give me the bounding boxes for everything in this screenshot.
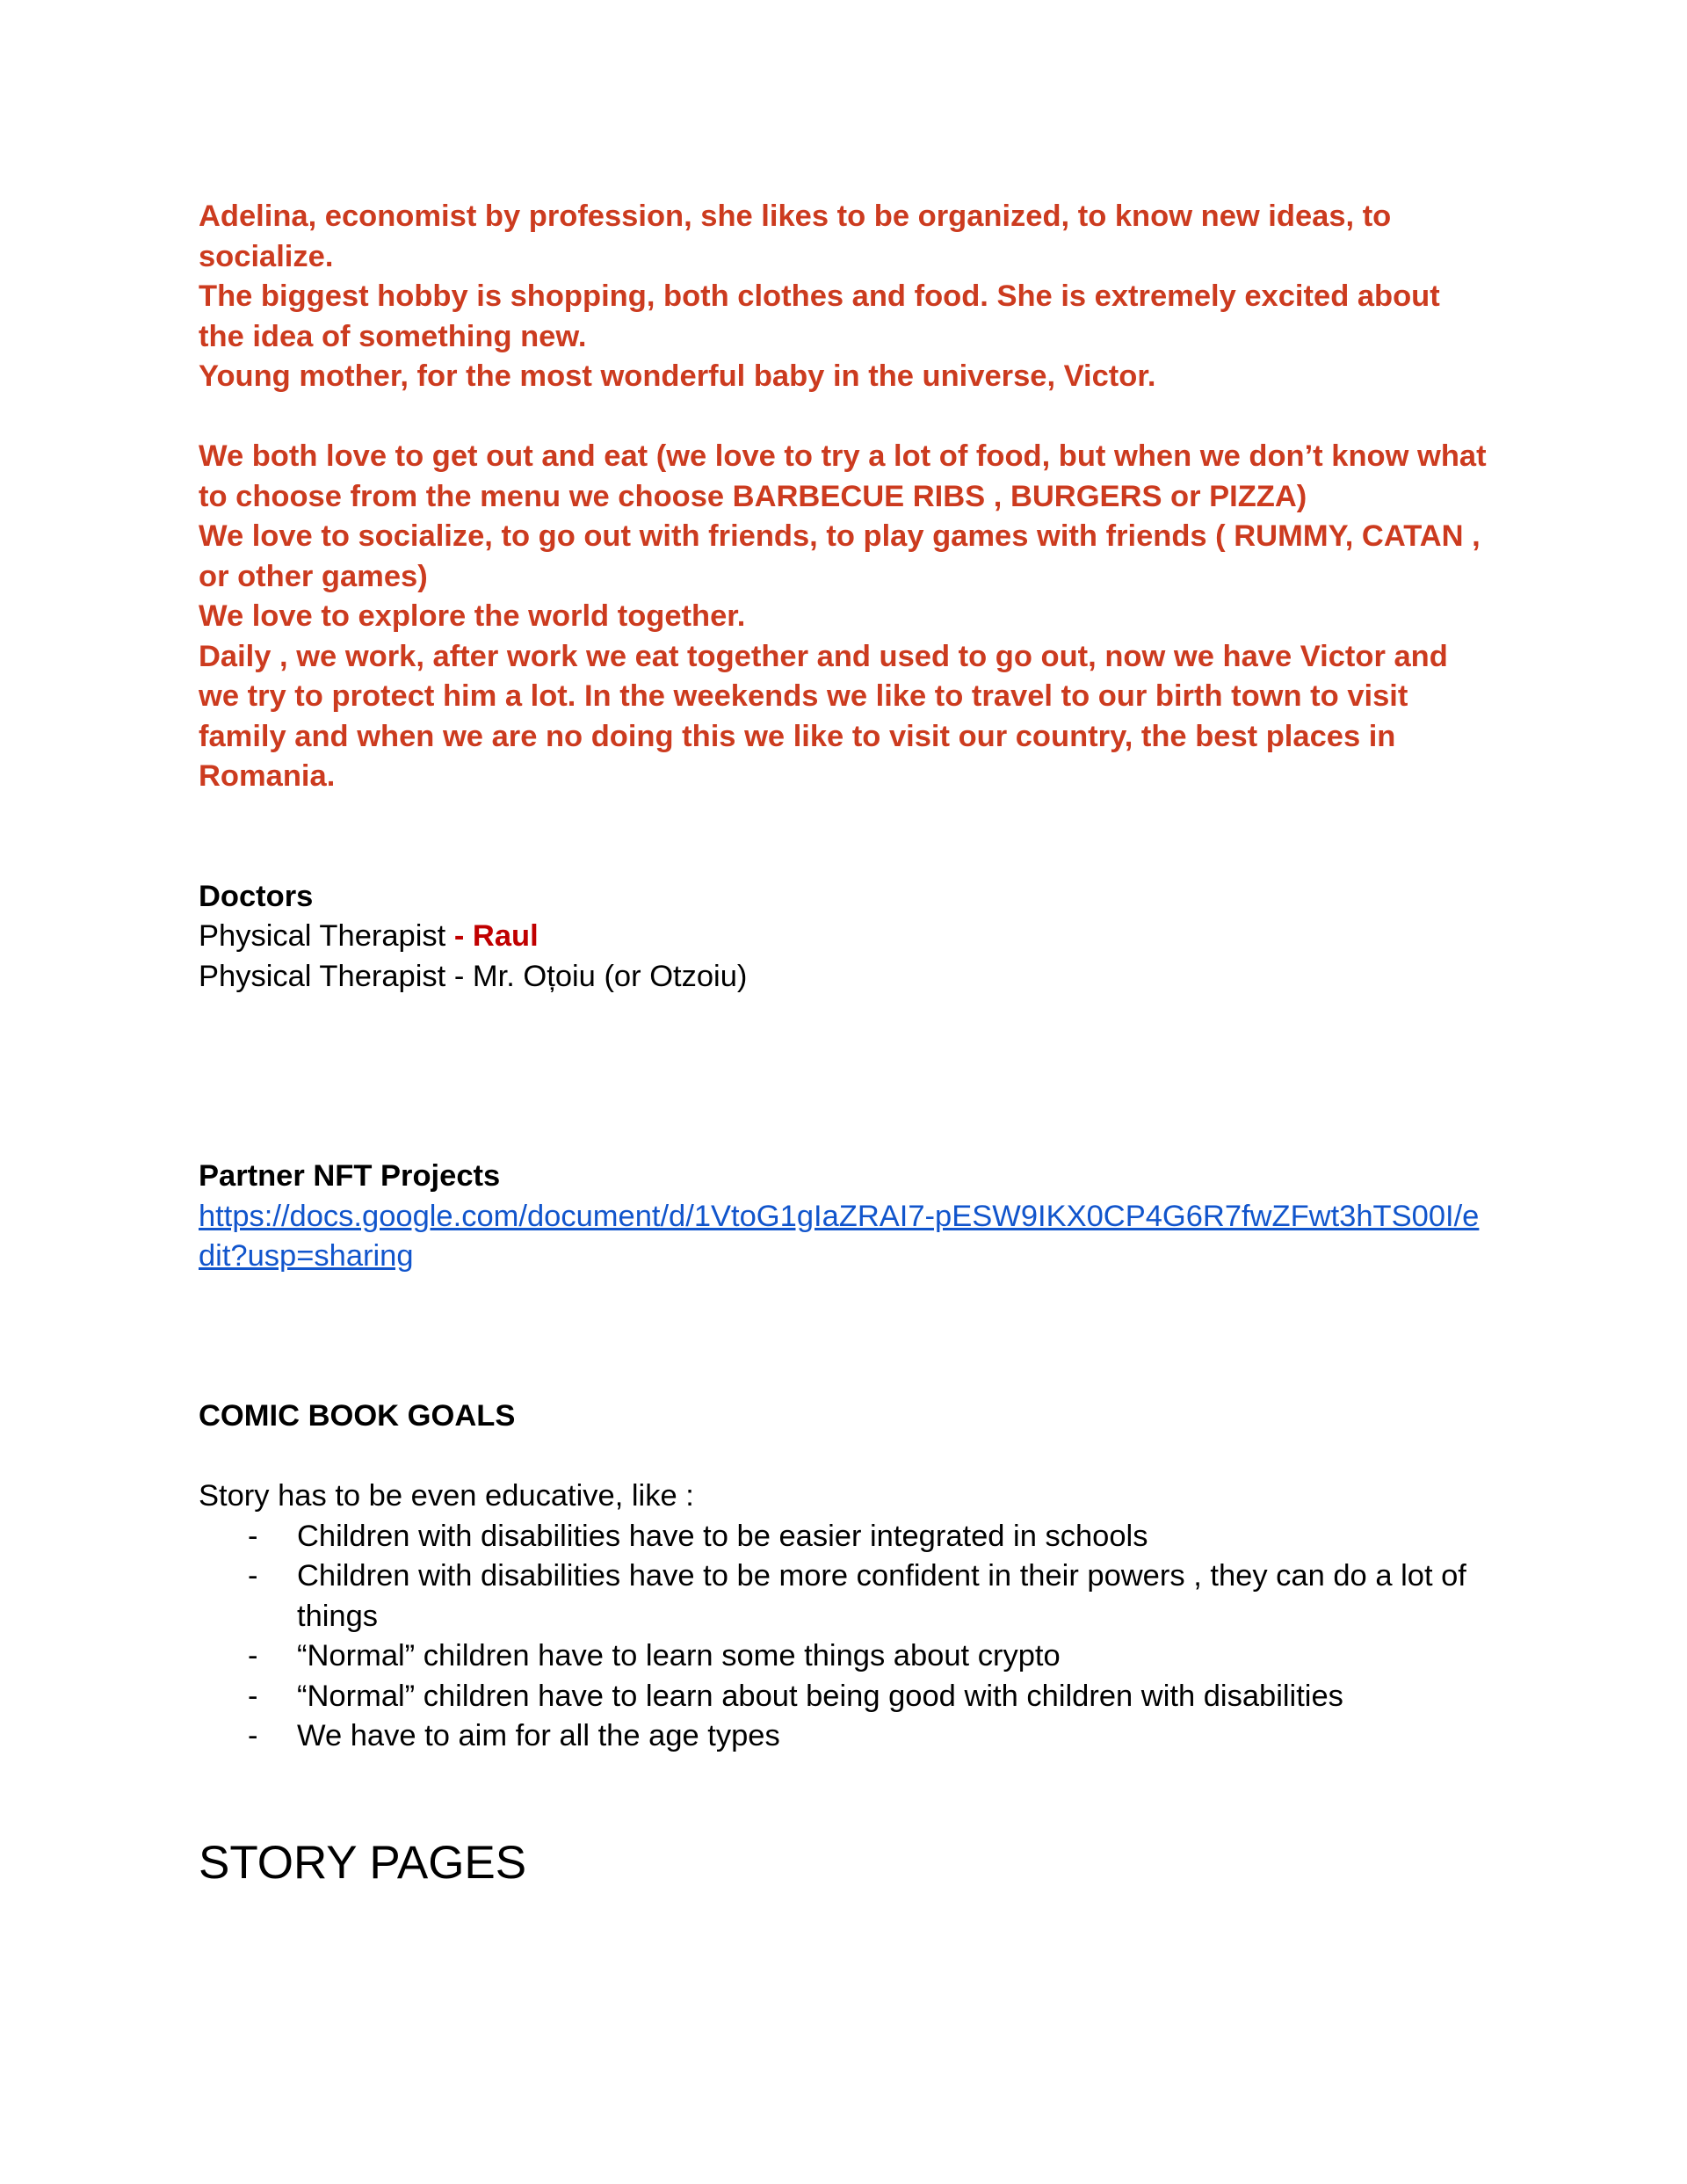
- intro-line: the idea of something new.: [199, 319, 587, 353]
- goals-intro: Story has to be even educative, like :: [199, 1479, 694, 1513]
- together-line: We love to socialize, to go out with friends, to play games with friends ( RUMMY, CATAN ,: [199, 519, 1481, 553]
- together-paragraph: [199, 437, 1490, 797]
- intro-line: socialize.: [199, 239, 334, 273]
- bullet-dash: -: [248, 1519, 258, 1553]
- partner-heading: Partner NFT Projects: [199, 1159, 501, 1193]
- spacer: [199, 397, 1490, 438]
- list-item-text: Children with disabilities have to be more confident in their powers , they can do a lot of: [297, 1559, 1466, 1593]
- doctors-heading: Doctors: [199, 879, 314, 913]
- list-item: [199, 1716, 1490, 1757]
- spacer: [199, 797, 1490, 838]
- together-line: We love to explore the world together.: [199, 599, 746, 633]
- doctor-name-raul: - Raul: [453, 919, 539, 953]
- list-item: [199, 1677, 1490, 1717]
- intro-line: Young mother, for the most wonderful baby in the universe, Victor.: [199, 359, 1156, 393]
- spacer: [199, 1437, 1490, 1477]
- list-item-text-continued: things: [297, 1599, 379, 1633]
- spacer: [199, 1277, 1490, 1317]
- list-item-text: “Normal” children have to learn about being good with children with disabilities: [297, 1679, 1343, 1713]
- intro-paragraph: [199, 197, 1490, 397]
- doctor-entry-otoiu: Physical Therapist - Mr. Oțoiu (or Otzoiu): [199, 959, 748, 993]
- goals-heading: COMIC BOOK GOALS: [199, 1399, 516, 1433]
- together-line: we try to protect him a lot. In the weekends we like to travel to our birth town to visit: [199, 679, 1408, 713]
- together-line: Daily , we work, after work we eat together and used to go out, now we have Victor and: [199, 639, 1448, 673]
- bullet-dash: -: [248, 1679, 258, 1713]
- spacer: [199, 1037, 1490, 1077]
- list-item: [199, 1556, 1490, 1636]
- spacer: [199, 997, 1490, 1037]
- doctor-role: Physical Therapist: [199, 919, 454, 953]
- spacer: [199, 1117, 1490, 1157]
- intro-line: The biggest hobby is shopping, both clothes and food. She is extremely excited about: [199, 279, 1440, 313]
- list-item-text: Children with disabilities have to be easier integrated in schools: [297, 1519, 1148, 1553]
- doctor-entry-raul: [199, 917, 1490, 957]
- spacer: [199, 1796, 1490, 1837]
- partner-section: [199, 1157, 1490, 1277]
- together-line: Romania.: [199, 759, 336, 793]
- intro-line: Adelina, economist by profession, she likes to be organized, to know new ideas, to: [199, 200, 1392, 233]
- list-item-text: We have to aim for all the age types: [297, 1719, 780, 1752]
- document-page: [199, 197, 1490, 1890]
- spacer: [199, 1757, 1490, 1797]
- bullet-dash: -: [248, 1559, 258, 1593]
- together-line: or other games): [199, 559, 428, 593]
- story-pages-heading: STORY PAGES: [199, 1836, 527, 1889]
- partner-link-continued[interactable]: dit?usp=sharing: [199, 1239, 414, 1273]
- doctors-section: [199, 877, 1490, 998]
- list-item: [199, 1517, 1490, 1557]
- spacer: [199, 1077, 1490, 1117]
- together-line: to choose from the menu we choose BARBECUE RIBS , BURGERS or PIZZA): [199, 479, 1307, 513]
- list-item-text: “Normal” children have to learn some things about crypto: [297, 1639, 1061, 1672]
- list-item: [199, 1636, 1490, 1677]
- together-line: family and when we are no doing this we like to visit our country, the best places in: [199, 719, 1396, 753]
- spacer: [199, 1357, 1490, 1397]
- partner-link[interactable]: https://docs.google.com/document/d/1VtoG1gIaZRAI7-pESW9IKX0CP4G6R7fwZFwt3hTS00I/e: [199, 1199, 1480, 1233]
- bullet-dash: -: [248, 1639, 258, 1672]
- goals-section: [199, 1397, 1490, 1757]
- bullet-dash: -: [248, 1719, 258, 1752]
- together-line: We both love to get out and eat (we love to try a lot of food, but when we don’t know what: [199, 439, 1487, 473]
- spacer: [199, 1317, 1490, 1357]
- spacer: [199, 837, 1490, 877]
